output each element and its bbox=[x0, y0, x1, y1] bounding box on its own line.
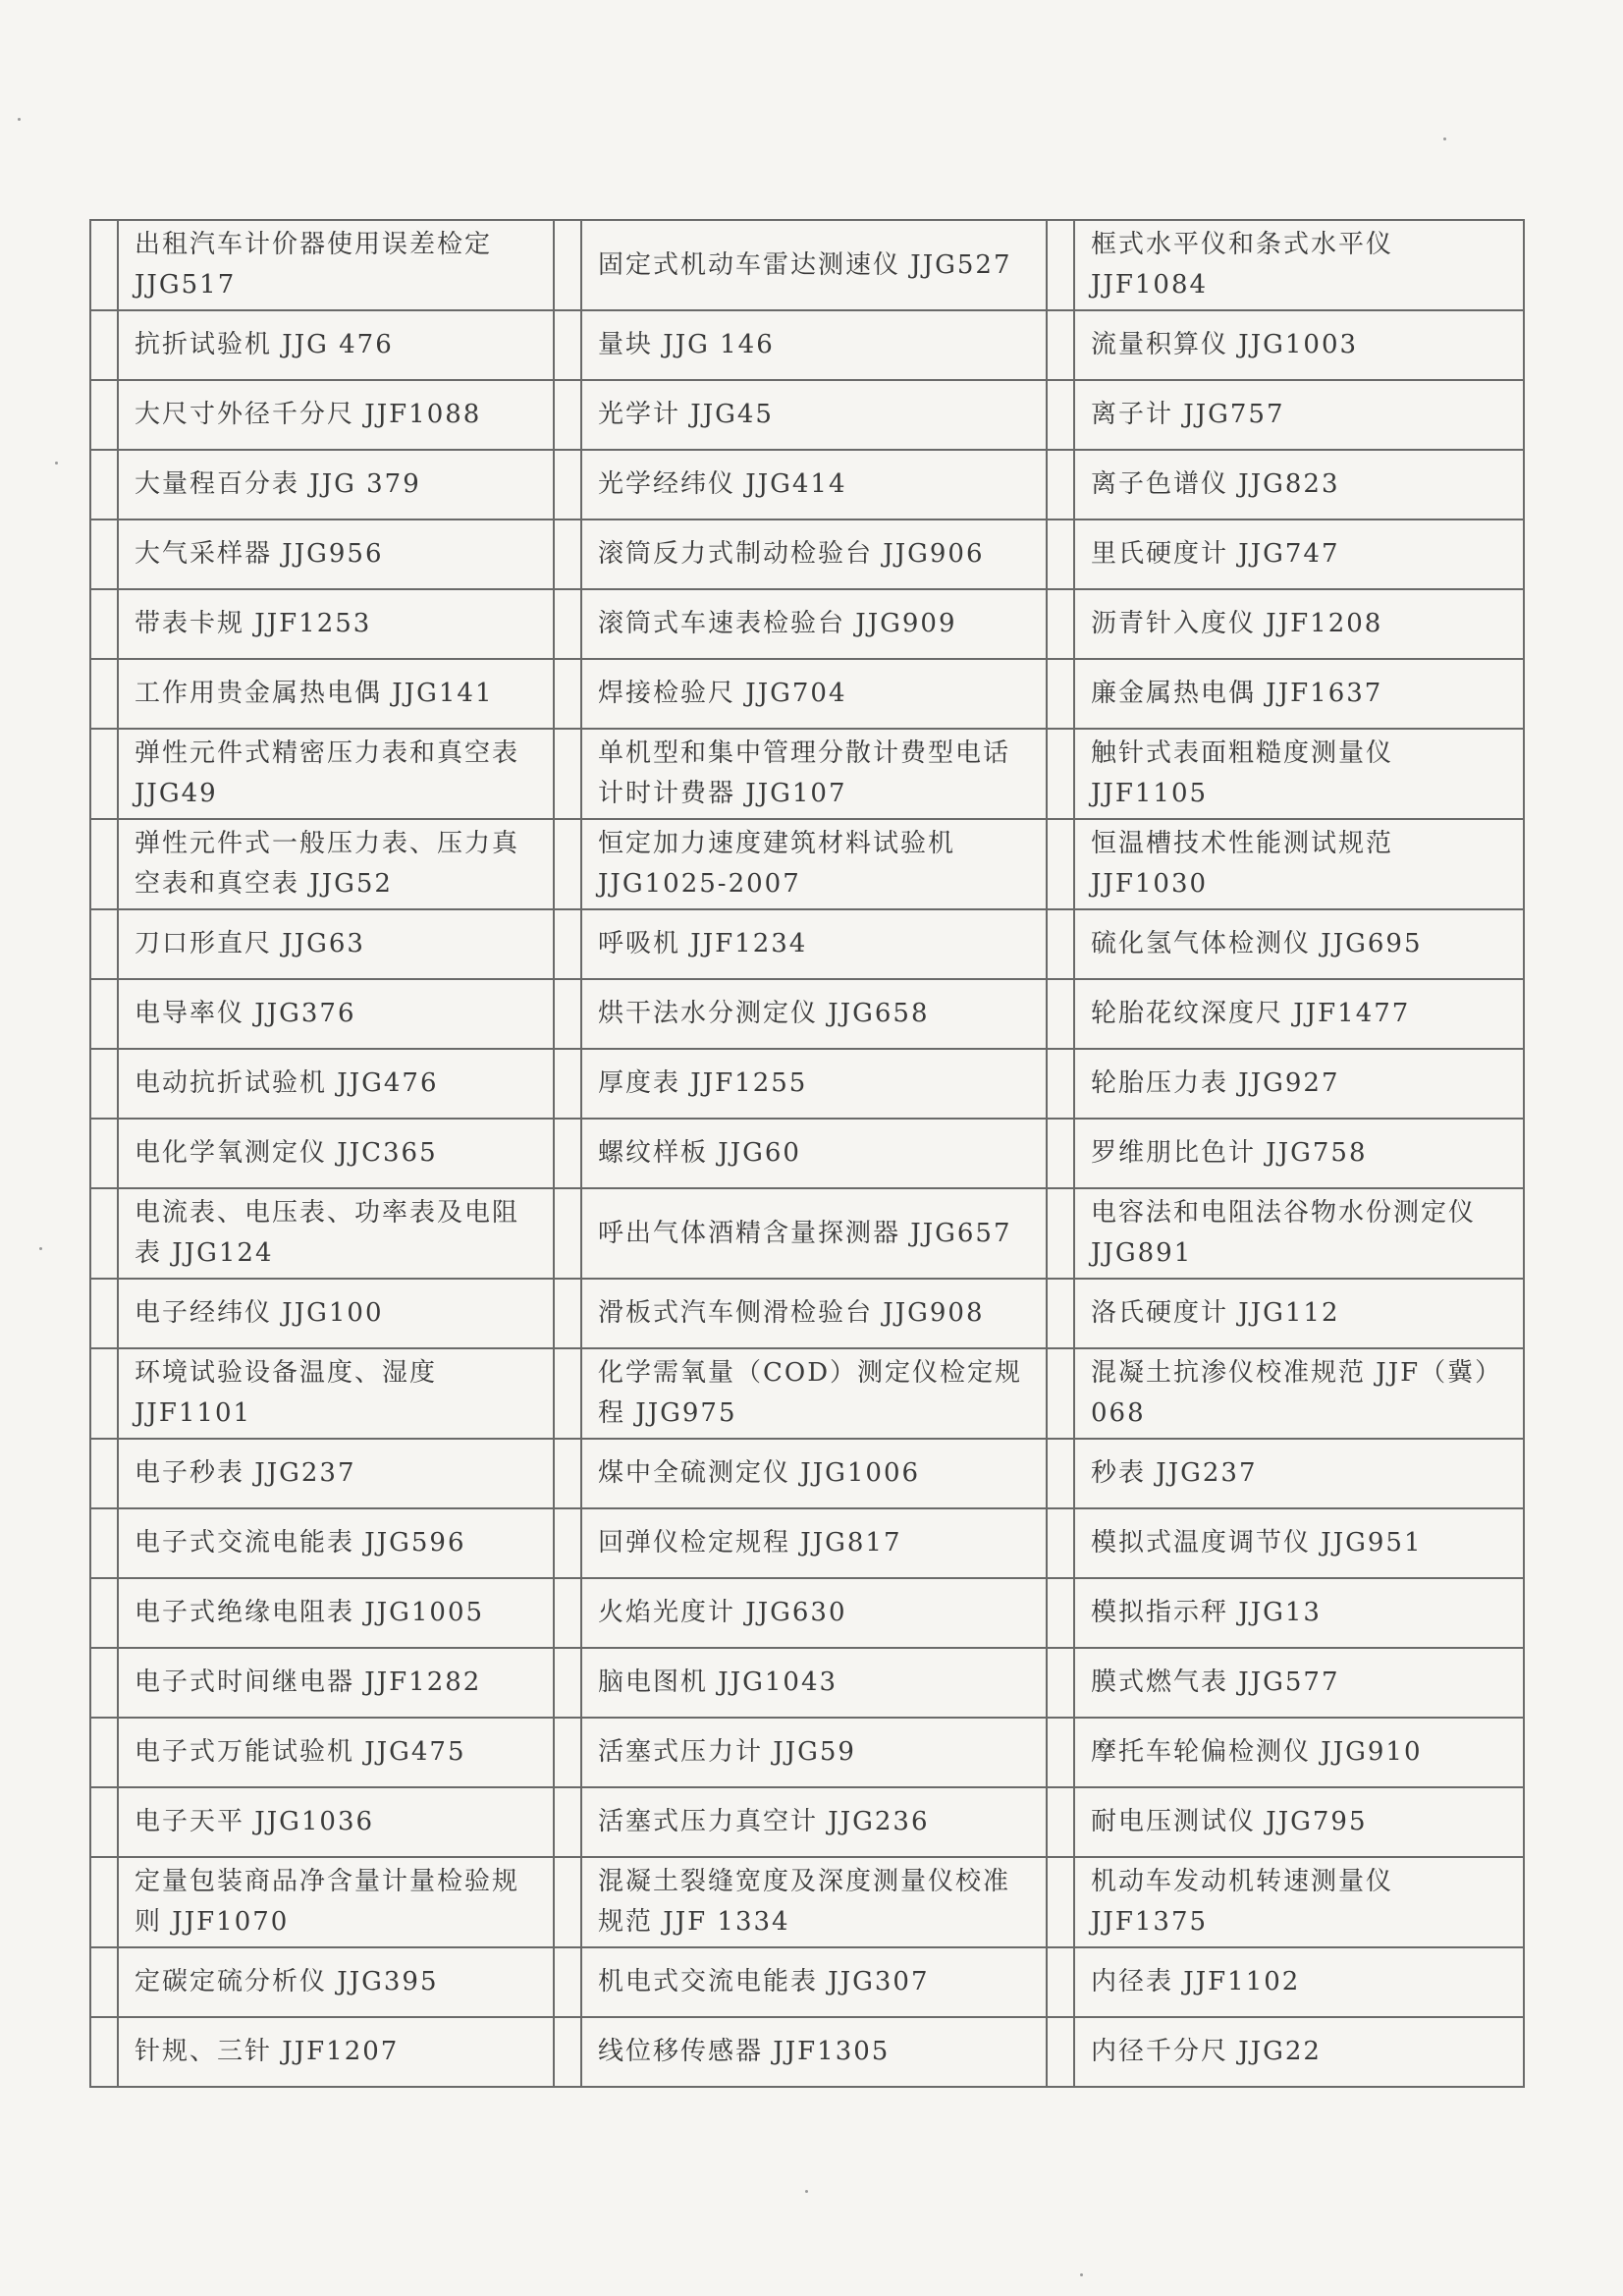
table-row bbox=[90, 1119, 1524, 1188]
scan-speck bbox=[55, 462, 58, 465]
gutter-cell bbox=[554, 519, 581, 589]
table-row bbox=[90, 220, 1524, 310]
table-row bbox=[90, 1348, 1524, 1439]
standard-cell: 离子计 JJG757 bbox=[1074, 380, 1524, 450]
gutter-cell bbox=[90, 909, 118, 979]
gutter-cell bbox=[90, 1718, 118, 1787]
standard-cell: 电子式万能试验机 JJG475 bbox=[118, 1718, 554, 1787]
standard-cell: 电子式时间继电器 JJF1282 bbox=[118, 1648, 554, 1718]
standard-cell: 电子天平 JJG1036 bbox=[118, 1787, 554, 1857]
standard-cell: 电化学氧测定仪 JJC365 bbox=[118, 1119, 554, 1188]
table-row bbox=[90, 1578, 1524, 1648]
standard-cell: 轮胎压力表 JJG927 bbox=[1074, 1049, 1524, 1119]
standard-cell: 内径表 JJF1102 bbox=[1074, 1947, 1524, 2017]
standard-cell: 电导率仪 JJG376 bbox=[118, 979, 554, 1049]
standard-cell: 机电式交流电能表 JJG307 bbox=[581, 1947, 1047, 2017]
gutter-cell bbox=[1047, 1787, 1074, 1857]
gutter-cell bbox=[90, 1857, 118, 1947]
gutter-cell bbox=[90, 1279, 118, 1348]
standard-cell: 耐电压测试仪 JJG795 bbox=[1074, 1787, 1524, 1857]
standard-cell: 电容法和电阻法谷物水份测定仪 JJG891 bbox=[1074, 1188, 1524, 1279]
gutter-cell bbox=[554, 1348, 581, 1439]
standard-cell: 混凝土裂缝宽度及深度测量仪校准规范 JJF 1334 bbox=[581, 1857, 1047, 1947]
gutter-cell bbox=[90, 1648, 118, 1718]
gutter-cell bbox=[554, 220, 581, 310]
standard-cell: 工作用贵金属热电偶 JJG141 bbox=[118, 659, 554, 729]
gutter-cell bbox=[1047, 380, 1074, 450]
gutter-cell bbox=[554, 1578, 581, 1648]
gutter-cell bbox=[1047, 1947, 1074, 2017]
standard-cell: 呼出气体酒精含量探测器 JJG657 bbox=[581, 1188, 1047, 1279]
standard-cell: 刀口形直尺 JJG63 bbox=[118, 909, 554, 979]
standard-cell: 滚筒式车速表检验台 JJG909 bbox=[581, 589, 1047, 659]
table-row bbox=[90, 1947, 1524, 2017]
gutter-cell bbox=[90, 519, 118, 589]
table-row bbox=[90, 589, 1524, 659]
standard-cell: 带表卡规 JJF1253 bbox=[118, 589, 554, 659]
gutter-cell bbox=[554, 979, 581, 1049]
standard-cell: 机动车发动机转速测量仪 JJF1375 bbox=[1074, 1857, 1524, 1947]
gutter-cell bbox=[1047, 519, 1074, 589]
gutter-cell bbox=[554, 1119, 581, 1188]
standard-cell: 膜式燃气表 JJG577 bbox=[1074, 1648, 1524, 1718]
standard-cell: 火焰光度计 JJG630 bbox=[581, 1578, 1047, 1648]
table-row bbox=[90, 909, 1524, 979]
standard-cell: 内径千分尺 JJG22 bbox=[1074, 2017, 1524, 2087]
gutter-cell bbox=[90, 450, 118, 519]
gutter-cell bbox=[554, 819, 581, 909]
gutter-cell bbox=[90, 589, 118, 659]
standard-cell: 出租汽车计价器使用误差检定 JJG517 bbox=[118, 220, 554, 310]
standard-cell: 恒温槽技术性能测试规范 JJF1030 bbox=[1074, 819, 1524, 909]
standard-cell: 沥青针入度仪 JJF1208 bbox=[1074, 589, 1524, 659]
scan-speck bbox=[1443, 137, 1446, 140]
table-row bbox=[90, 729, 1524, 819]
table-row bbox=[90, 519, 1524, 589]
gutter-cell bbox=[554, 1439, 581, 1508]
standard-cell: 洛氏硬度计 JJG112 bbox=[1074, 1279, 1524, 1348]
gutter-cell bbox=[1047, 450, 1074, 519]
gutter-cell bbox=[1047, 1348, 1074, 1439]
standard-cell: 模拟式温度调节仪 JJG951 bbox=[1074, 1508, 1524, 1578]
gutter-cell bbox=[1047, 220, 1074, 310]
standard-cell: 定碳定硫分析仪 JJG395 bbox=[118, 1947, 554, 2017]
table-row bbox=[90, 1787, 1524, 1857]
gutter-cell bbox=[554, 729, 581, 819]
standard-cell: 针规、三针 JJF1207 bbox=[118, 2017, 554, 2087]
gutter-cell bbox=[554, 1718, 581, 1787]
standard-cell: 框式水平仪和条式水平仪 JJF1084 bbox=[1074, 220, 1524, 310]
gutter-cell bbox=[1047, 1578, 1074, 1648]
gutter-cell bbox=[90, 1947, 118, 2017]
standard-cell: 电子式绝缘电阻表 JJG1005 bbox=[118, 1578, 554, 1648]
gutter-cell bbox=[1047, 659, 1074, 729]
standard-cell: 焊接检验尺 JJG704 bbox=[581, 659, 1047, 729]
gutter-cell bbox=[90, 2017, 118, 2087]
standard-cell: 活塞式压力计 JJG59 bbox=[581, 1718, 1047, 1787]
gutter-cell bbox=[90, 310, 118, 380]
gutter-cell bbox=[1047, 1439, 1074, 1508]
table-row bbox=[90, 1279, 1524, 1348]
standard-cell: 定量包装商品净含量计量检验规则 JJF1070 bbox=[118, 1857, 554, 1947]
gutter-cell bbox=[1047, 1188, 1074, 1279]
table-row bbox=[90, 1857, 1524, 1947]
standard-cell: 大尺寸外径千分尺 JJF1088 bbox=[118, 380, 554, 450]
standard-cell: 线位移传感器 JJF1305 bbox=[581, 2017, 1047, 2087]
gutter-cell bbox=[90, 1578, 118, 1648]
standard-cell: 轮胎花纹深度尺 JJF1477 bbox=[1074, 979, 1524, 1049]
scan-speck bbox=[39, 1247, 42, 1250]
standard-cell: 恒定加力速度建筑材料试验机 JJG1025-2007 bbox=[581, 819, 1047, 909]
gutter-cell bbox=[1047, 819, 1074, 909]
standard-cell: 秒表 JJG237 bbox=[1074, 1439, 1524, 1508]
table-row bbox=[90, 2017, 1524, 2087]
table-row bbox=[90, 1718, 1524, 1787]
gutter-cell bbox=[90, 979, 118, 1049]
gutter-cell bbox=[554, 380, 581, 450]
table-row bbox=[90, 659, 1524, 729]
table-row bbox=[90, 1439, 1524, 1508]
table-row bbox=[90, 1508, 1524, 1578]
standard-cell: 硫化氢气体检测仪 JJG695 bbox=[1074, 909, 1524, 979]
gutter-cell bbox=[554, 1188, 581, 1279]
table-row bbox=[90, 380, 1524, 450]
gutter-cell bbox=[1047, 1718, 1074, 1787]
gutter-cell bbox=[1047, 1648, 1074, 1718]
standard-cell: 罗维朋比色计 JJG758 bbox=[1074, 1119, 1524, 1188]
standard-cell: 抗折试验机 JJG 476 bbox=[118, 310, 554, 380]
standard-cell: 脑电图机 JJG1043 bbox=[581, 1648, 1047, 1718]
gutter-cell bbox=[90, 659, 118, 729]
standard-cell: 量块 JJG 146 bbox=[581, 310, 1047, 380]
gutter-cell bbox=[1047, 1508, 1074, 1578]
standard-cell: 混凝土抗渗仪校准规范 JJF（冀）068 bbox=[1074, 1348, 1524, 1439]
table-row bbox=[90, 310, 1524, 380]
table-row bbox=[90, 819, 1524, 909]
standard-cell: 烘干法水分测定仪 JJG658 bbox=[581, 979, 1047, 1049]
standard-cell: 固定式机动车雷达测速仪 JJG527 bbox=[581, 220, 1047, 310]
gutter-cell bbox=[554, 589, 581, 659]
standard-cell: 回弹仪检定规程 JJG817 bbox=[581, 1508, 1047, 1578]
gutter-cell bbox=[554, 1787, 581, 1857]
standard-cell: 流量积算仪 JJG1003 bbox=[1074, 310, 1524, 380]
table-row bbox=[90, 1049, 1524, 1119]
gutter-cell bbox=[90, 729, 118, 819]
gutter-cell bbox=[554, 450, 581, 519]
gutter-cell bbox=[1047, 1049, 1074, 1119]
standard-cell: 里氏硬度计 JJG747 bbox=[1074, 519, 1524, 589]
gutter-cell bbox=[90, 220, 118, 310]
gutter-cell bbox=[90, 1188, 118, 1279]
gutter-cell bbox=[1047, 979, 1074, 1049]
standard-cell: 模拟指示秤 JJG13 bbox=[1074, 1578, 1524, 1648]
gutter-cell bbox=[554, 310, 581, 380]
standard-cell: 电流表、电压表、功率表及电阻表 JJG124 bbox=[118, 1188, 554, 1279]
gutter-cell bbox=[554, 1947, 581, 2017]
gutter-cell bbox=[90, 1439, 118, 1508]
gutter-cell bbox=[1047, 310, 1074, 380]
standard-cell: 螺纹样板 JJG60 bbox=[581, 1119, 1047, 1188]
standard-cell: 电子式交流电能表 JJG596 bbox=[118, 1508, 554, 1578]
gutter-cell bbox=[90, 1348, 118, 1439]
gutter-cell bbox=[90, 1049, 118, 1119]
standard-cell: 离子色谱仪 JJG823 bbox=[1074, 450, 1524, 519]
standard-cell: 电子经纬仪 JJG100 bbox=[118, 1279, 554, 1348]
standard-cell: 滑板式汽车侧滑检验台 JJG908 bbox=[581, 1279, 1047, 1348]
standard-cell: 电动抗折试验机 JJG476 bbox=[118, 1049, 554, 1119]
table-row bbox=[90, 979, 1524, 1049]
gutter-cell bbox=[90, 380, 118, 450]
standard-cell: 活塞式压力真空计 JJG236 bbox=[581, 1787, 1047, 1857]
gutter-cell bbox=[1047, 1857, 1074, 1947]
standard-cell: 厚度表 JJF1255 bbox=[581, 1049, 1047, 1119]
standards-table-body bbox=[90, 220, 1524, 2087]
standard-cell: 煤中全硫测定仪 JJG1006 bbox=[581, 1439, 1047, 1508]
standards-table bbox=[89, 219, 1525, 2088]
standard-cell: 光学计 JJG45 bbox=[581, 380, 1047, 450]
standard-cell: 廉金属热电偶 JJF1637 bbox=[1074, 659, 1524, 729]
standard-cell: 大量程百分表 JJG 379 bbox=[118, 450, 554, 519]
standard-cell: 摩托车轮偏检测仪 JJG910 bbox=[1074, 1718, 1524, 1787]
gutter-cell bbox=[90, 1787, 118, 1857]
standard-cell: 滚筒反力式制动检验台 JJG906 bbox=[581, 519, 1047, 589]
gutter-cell bbox=[554, 2017, 581, 2087]
scan-speck bbox=[805, 2190, 808, 2193]
gutter-cell bbox=[1047, 729, 1074, 819]
standard-cell: 光学经纬仪 JJG414 bbox=[581, 450, 1047, 519]
gutter-cell bbox=[1047, 1279, 1074, 1348]
scan-speck bbox=[1080, 2273, 1083, 2276]
table-row bbox=[90, 1648, 1524, 1718]
table-row bbox=[90, 1188, 1524, 1279]
standard-cell: 环境试验设备温度、湿度 JJF1101 bbox=[118, 1348, 554, 1439]
gutter-cell bbox=[554, 1508, 581, 1578]
gutter-cell bbox=[90, 819, 118, 909]
gutter-cell bbox=[1047, 909, 1074, 979]
standard-cell: 单机型和集中管理分散计费型电话计时计费器 JJG107 bbox=[581, 729, 1047, 819]
gutter-cell bbox=[554, 1648, 581, 1718]
gutter-cell bbox=[554, 1857, 581, 1947]
gutter-cell bbox=[90, 1508, 118, 1578]
gutter-cell bbox=[554, 909, 581, 979]
gutter-cell bbox=[554, 1049, 581, 1119]
standard-cell: 电子秒表 JJG237 bbox=[118, 1439, 554, 1508]
scan-speck bbox=[18, 118, 21, 121]
standard-cell: 弹性元件式一般压力表、压力真空表和真空表 JJG52 bbox=[118, 819, 554, 909]
gutter-cell bbox=[1047, 2017, 1074, 2087]
standard-cell: 弹性元件式精密压力表和真空表 JJG49 bbox=[118, 729, 554, 819]
gutter-cell bbox=[1047, 589, 1074, 659]
standard-cell: 触针式表面粗糙度测量仪 JJF1105 bbox=[1074, 729, 1524, 819]
standard-cell: 呼吸机 JJF1234 bbox=[581, 909, 1047, 979]
gutter-cell bbox=[554, 659, 581, 729]
gutter-cell bbox=[90, 1119, 118, 1188]
standard-cell: 大气采样器 JJG956 bbox=[118, 519, 554, 589]
gutter-cell bbox=[1047, 1119, 1074, 1188]
gutter-cell bbox=[554, 1279, 581, 1348]
table-row bbox=[90, 450, 1524, 519]
standard-cell: 化学需氧量（COD）测定仪检定规程 JJG975 bbox=[581, 1348, 1047, 1439]
